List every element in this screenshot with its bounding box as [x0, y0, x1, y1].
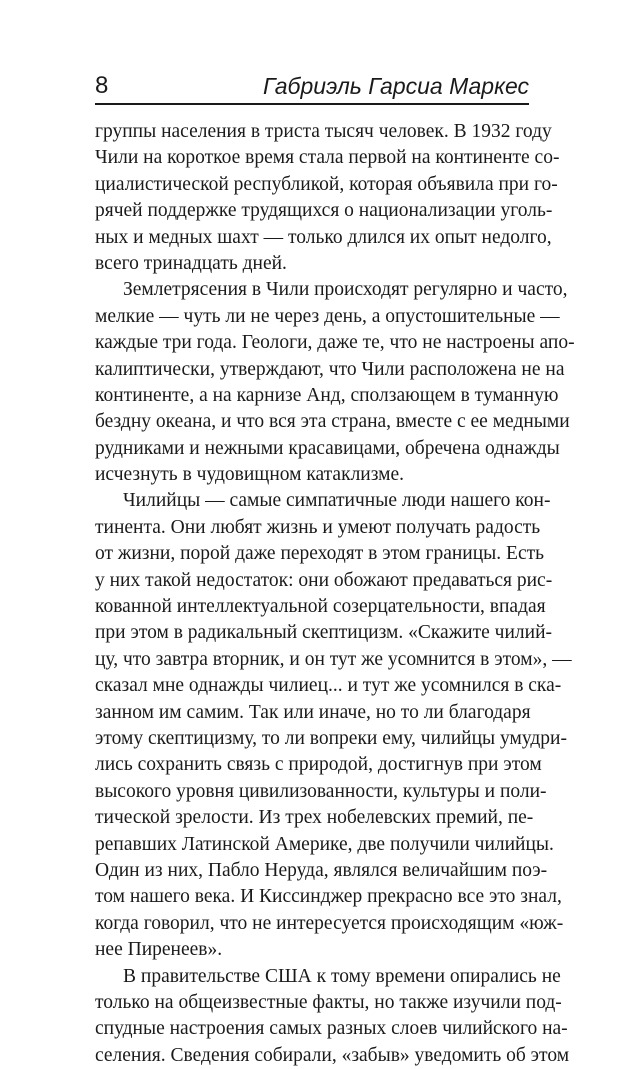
text-line: В правительстве США к тому времени опирались не: [123, 965, 561, 987]
text-line: рудниками и нежными красавицами, обречена однажды: [95, 437, 560, 459]
text-line: рячей поддержке трудящихся о национализации уголь-: [95, 200, 553, 222]
body-text: [95, 119, 575, 1069]
text-line: Землетрясения в Чили происходят регулярно и часто,: [123, 279, 568, 301]
text-line: Чили на короткое время стала первой на континенте со-: [95, 147, 560, 169]
text-line: сказал мне однажды чилиец... и тут же усомнился в ска-: [95, 675, 562, 697]
text-line: при этом в радикальный скептицизм. «Скажите чилий-: [95, 622, 553, 644]
text-line: исчезнуть в чудовищном катаклизме.: [95, 464, 405, 486]
text-line: каждые три года. Геологи, даже те, что не настроены апо-: [95, 332, 575, 354]
running-title: Габриэль Гарсиа Маркес: [262, 73, 529, 99]
text-line: том нашего века. И Киссинджер прекрасно все это знал,: [95, 886, 562, 908]
text-line: кованной интеллектуальной созерцательности, впадая: [95, 596, 546, 618]
text-line: лись сохранить связь с природой, достигнув при этом: [95, 754, 542, 776]
text-line: когда говорил, что не интересуется происходящим «юж-: [95, 912, 564, 934]
text-line: только на общеизвестные факты, но также изучили под-: [95, 991, 562, 1013]
running-header: [95, 66, 529, 106]
text-line: группы населения в триста тысяч человек. В 1932 году: [95, 121, 552, 142]
text-line: ных и медных шахт — только длился их опыт недолго,: [95, 226, 552, 248]
text-line: высокого уровня цивилизованности, культуры и поли-: [95, 780, 547, 802]
text-line: спудные настроения самых разных слоев чилийского на-: [95, 1018, 568, 1040]
text-line: этому скептицизму, то ли вопреки ему, чилийцы умудри-: [95, 727, 567, 749]
text-line: циалистической республикой, которая объявила при го-: [95, 173, 558, 195]
text-line: мелкие — чуть ли не через день, а опустошительные —: [95, 305, 560, 327]
text-line: тической зрелости. Из трех нобелевских премий, пе-: [95, 807, 534, 829]
text-line: цу, что завтра вторник, и он тут же усомнится в этом», —: [95, 648, 572, 670]
text-line: занном им самим. Так или иначе, но то ли благодаря: [95, 701, 531, 723]
text-line: Чилийцы — самые симпатичные люди нашего кон-: [123, 490, 551, 512]
page-number: 8: [95, 72, 109, 99]
text-line: тинента. Они любят жизнь и умеют получать радость: [95, 516, 541, 538]
text-line: от жизни, порой даже переходят в этом границы. Есть: [95, 543, 545, 565]
text-line: калиптически, утверждают, что Чили расположена не на: [95, 358, 565, 380]
text-line: нее Пиренеев».: [95, 939, 223, 961]
text-line: селения. Сведения собирали, «забыв» уведомить об этом: [95, 1044, 570, 1066]
text-line: всего тринадцать дней.: [95, 252, 287, 274]
text-line: Один из них, Пабло Неруда, являлся величайшим поэ-: [95, 859, 548, 881]
text-line: репавших Латинской Америке, две получили чилийцы.: [95, 833, 554, 855]
text-line: у них такой недостаток: они обожают предаваться рис-: [95, 569, 553, 591]
text-line: континенте, а на карнизе Анд, сползающем в туманную: [95, 384, 559, 406]
header-rule: [95, 103, 529, 105]
text-line: бездну океана, и что вся эта страна, вместе с ее медными: [95, 411, 570, 433]
